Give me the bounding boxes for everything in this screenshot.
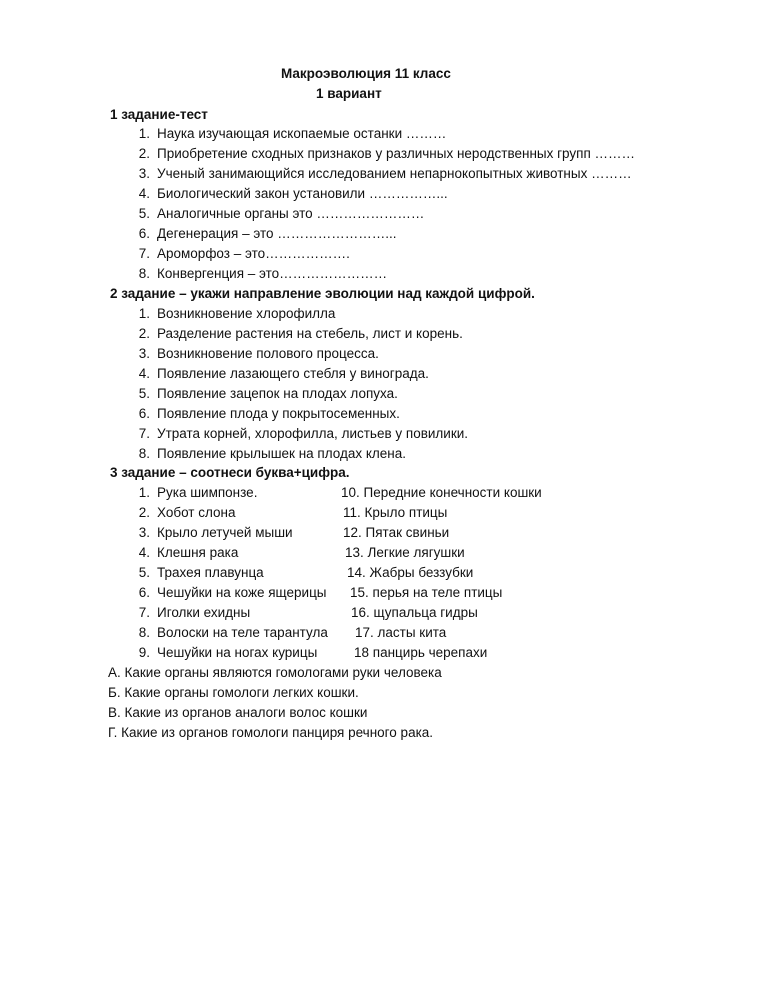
item-number: 1. [138, 306, 150, 321]
item-text: Рука шимпонзе. [157, 485, 258, 500]
item-number: 2. [138, 326, 150, 341]
list-item [0, 164, 768, 184]
item-number: 2. [138, 146, 150, 161]
item-number: 6. [138, 585, 150, 600]
item-text: Появление плода у покрытосеменных. [157, 406, 400, 421]
item-text: Конвергенция – это…………………… [157, 266, 388, 281]
list-item [0, 503, 768, 523]
list-item [0, 623, 768, 643]
item-text: Утрата корней, хлорофилла, листьев у повилики. [157, 426, 469, 441]
item-number: 2. [138, 505, 150, 520]
list-item [0, 204, 768, 224]
question-item: В. Какие из органов аналоги волос кошки [108, 705, 368, 720]
item-number: 6. [138, 226, 150, 241]
list-item [0, 404, 768, 424]
item-text: Наука изучающая ископаемые останки ……… [157, 126, 447, 141]
list-item [0, 344, 768, 364]
item-text: Трахея плавунца [157, 565, 264, 580]
item-number: 1. [138, 485, 150, 500]
item-match-text: 10. Передние конечности кошки [341, 485, 542, 500]
item-text: Возникновение хлорофилла [157, 306, 336, 321]
list-item [0, 643, 768, 663]
item-match-text: 17. ласты кита [355, 625, 447, 640]
item-text: Клешня рака [157, 545, 239, 560]
list-item [0, 364, 768, 384]
list-item [0, 444, 768, 464]
item-text: Появление зацепок на плодах лопуха. [157, 386, 398, 401]
list-item [0, 124, 768, 144]
item-number: 5. [138, 565, 150, 580]
item-number: 3. [138, 346, 150, 361]
item-text: Иголки ехидны [157, 605, 251, 620]
list-item [0, 424, 768, 444]
item-text: Ученый занимающийся исследованием непарнокопытных животных ……… [157, 166, 632, 181]
item-number: 7. [138, 246, 150, 261]
list-item [0, 264, 768, 284]
item-text: Приобретение сходных признаков у различных неродственных групп ……… [157, 146, 636, 161]
page-title: Макроэволюция 11 класс [281, 66, 451, 81]
list-item [0, 324, 768, 344]
item-text: Появление лазающего стебля у винограда. [157, 366, 429, 381]
item-number: 4. [138, 186, 150, 201]
item-number: 8. [138, 266, 150, 281]
item-match-text: 12. Пятак свиньи [343, 525, 450, 540]
item-text: Крыло летучей мыши [157, 525, 293, 540]
question-item: Б. Какие органы гомологи легких кошки. [108, 685, 359, 700]
item-number: 5. [138, 206, 150, 221]
item-number: 4. [138, 366, 150, 381]
item-text: Чешуйки на ногах курицы [157, 645, 318, 660]
task3-heading: 3 задание – соотнеси буква+цифра. [110, 465, 350, 480]
item-number: 9. [138, 645, 150, 660]
item-match-text: 15. перья на теле птицы [350, 585, 503, 600]
list-item [0, 184, 768, 204]
item-number: 7. [138, 426, 150, 441]
list-item [0, 144, 768, 164]
item-text: Волоски на теле тарантула [157, 625, 328, 640]
list-item [0, 563, 768, 583]
item-text: Ароморфоз – это………………. [157, 246, 350, 261]
item-text: Биологический закон установили ……………... [157, 186, 448, 201]
item-number: 6. [138, 406, 150, 421]
task1-heading: 1 задание-тест [110, 107, 208, 122]
item-match-text: 14. Жабры беззубки [347, 565, 474, 580]
task2-heading: 2 задание – укажи направление эволюции над каждой цифрой. [110, 286, 535, 301]
item-text: Возникновение полового процесса. [157, 346, 379, 361]
item-text: Разделение растения на стебель, лист и корень. [157, 326, 463, 341]
item-number: 8. [138, 446, 150, 461]
list-item [0, 583, 768, 603]
item-number: 3. [138, 166, 150, 181]
list-item [0, 244, 768, 264]
item-number: 7. [138, 605, 150, 620]
item-match-text: 16. щупальца гидры [351, 605, 478, 620]
question-item: Г. Какие из органов гомологи панциря речного рака. [108, 725, 434, 740]
question-item: А. Какие органы являются гомологами руки человека [108, 665, 442, 680]
item-number: 1. [138, 126, 150, 141]
item-match-text: 11. Крыло птицы [343, 505, 448, 520]
item-text: Дегенерация – это ……………………... [157, 226, 397, 241]
variant-label: 1 вариант [316, 86, 382, 101]
list-item [0, 483, 768, 503]
item-text: Чешуйки на коже ящерицы [157, 585, 327, 600]
item-number: 8. [138, 625, 150, 640]
item-number: 3. [138, 525, 150, 540]
list-item [0, 523, 768, 543]
list-item [0, 603, 768, 623]
item-text: Появление крылышек на плодах клена. [157, 446, 407, 461]
list-item [0, 543, 768, 563]
list-item [0, 304, 768, 324]
item-text: Хобот слона [157, 505, 236, 520]
item-text: Аналогичные органы это …………………… [157, 206, 425, 221]
item-number: 5. [138, 386, 150, 401]
item-number: 4. [138, 545, 150, 560]
list-item [0, 224, 768, 244]
item-match-text: 13. Легкие лягушки [345, 545, 465, 560]
item-match-text: 18 панцирь черепахи [354, 645, 488, 660]
list-item [0, 384, 768, 404]
